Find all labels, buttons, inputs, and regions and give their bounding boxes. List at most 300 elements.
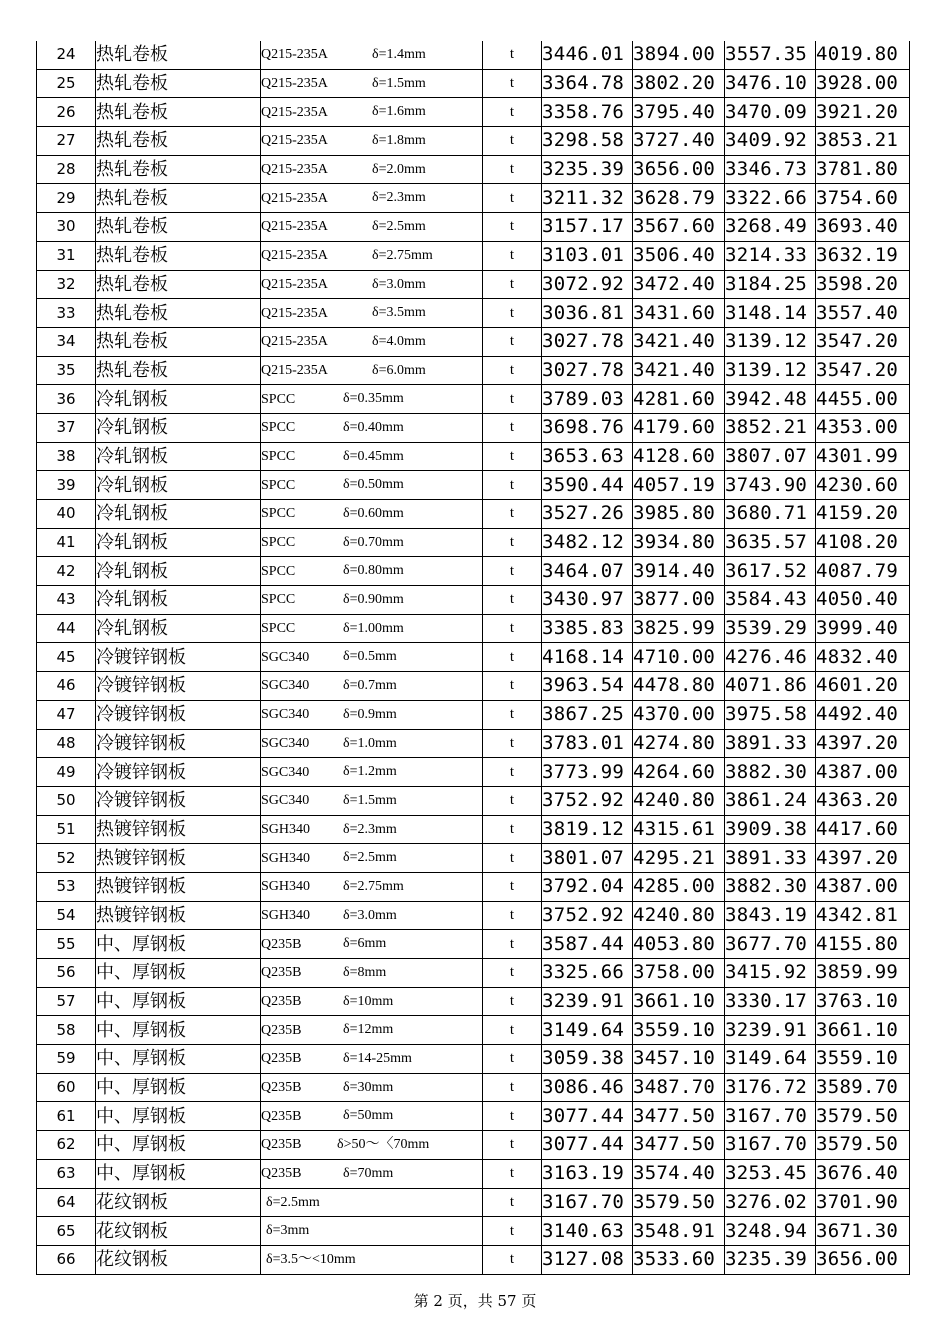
table-body xyxy=(37,41,910,1274)
thickness: δ=2.5mm xyxy=(266,1194,320,1210)
steel-grade: SPCC xyxy=(261,391,296,407)
price-3: 3584.43 xyxy=(725,586,816,615)
unit: t xyxy=(483,184,542,213)
spec-cell xyxy=(261,471,483,500)
spec-cell xyxy=(261,500,483,529)
price-1: 3298.58 xyxy=(542,127,633,156)
price-3: 3539.29 xyxy=(725,614,816,643)
price-3: 3807.07 xyxy=(725,442,816,471)
price-4: 3701.90 xyxy=(816,1188,910,1217)
product-name: 冷轧钢板 xyxy=(96,442,261,471)
price-1: 3527.26 xyxy=(542,500,633,529)
row-number: 46 xyxy=(37,672,96,701)
price-1: 3239.91 xyxy=(542,987,633,1016)
price-2: 3477.50 xyxy=(633,1102,725,1131)
row-number: 55 xyxy=(37,930,96,959)
price-4: 4155.80 xyxy=(816,930,910,959)
spec-cell xyxy=(261,614,483,643)
price-2: 3758.00 xyxy=(633,959,725,988)
table-row xyxy=(37,442,910,471)
thickness: δ=0.70mm xyxy=(343,534,404,550)
price-4: 3598.20 xyxy=(816,270,910,299)
price-4: 3928.00 xyxy=(816,69,910,98)
spec-cell xyxy=(261,299,483,328)
thickness: δ=0.50mm xyxy=(343,477,404,493)
price-2: 3487.70 xyxy=(633,1073,725,1102)
price-1: 4168.14 xyxy=(542,643,633,672)
price-1: 3752.92 xyxy=(542,786,633,815)
unit: t xyxy=(483,815,542,844)
table-row xyxy=(37,1045,910,1074)
thickness: δ=2.75mm xyxy=(372,247,433,263)
price-2: 3567.60 xyxy=(633,213,725,242)
price-3: 3176.72 xyxy=(725,1073,816,1102)
table-row xyxy=(37,69,910,98)
thickness: δ=2.5mm xyxy=(343,850,397,866)
price-3: 3677.70 xyxy=(725,930,816,959)
product-name: 中、厚钢板 xyxy=(96,1073,261,1102)
product-name: 冷轧钢板 xyxy=(96,471,261,500)
price-3: 3235.39 xyxy=(725,1245,816,1274)
product-name: 中、厚钢板 xyxy=(96,1016,261,1045)
thickness: δ=70mm xyxy=(343,1165,394,1181)
price-3: 3139.12 xyxy=(725,356,816,385)
steel-grade: Q215-235A xyxy=(261,362,328,378)
table-row xyxy=(37,643,910,672)
price-4: 3589.70 xyxy=(816,1073,910,1102)
unit: t xyxy=(483,69,542,98)
unit: t xyxy=(483,98,542,127)
row-number: 49 xyxy=(37,758,96,787)
unit: t xyxy=(483,127,542,156)
thickness: δ=6mm xyxy=(343,936,387,952)
table-row xyxy=(37,500,910,529)
thickness: δ=0.35mm xyxy=(343,391,404,407)
price-4: 4230.60 xyxy=(816,471,910,500)
price-2: 4053.80 xyxy=(633,930,725,959)
unit: t xyxy=(483,557,542,586)
price-1: 3653.63 xyxy=(542,442,633,471)
spec-cell xyxy=(261,241,483,270)
price-2: 3421.40 xyxy=(633,356,725,385)
spec-cell xyxy=(261,127,483,156)
spec-cell xyxy=(261,1016,483,1045)
price-3: 3942.48 xyxy=(725,385,816,414)
product-name: 热轧卷板 xyxy=(96,127,261,156)
price-3: 3276.02 xyxy=(725,1188,816,1217)
table-row xyxy=(37,241,910,270)
price-1: 3385.83 xyxy=(542,614,633,643)
row-number: 26 xyxy=(37,98,96,127)
price-1: 3364.78 xyxy=(542,69,633,98)
product-name: 热轧卷板 xyxy=(96,184,261,213)
table-row xyxy=(37,872,910,901)
spec-cell xyxy=(261,1045,483,1074)
price-3: 3680.71 xyxy=(725,500,816,529)
row-number: 57 xyxy=(37,987,96,1016)
thickness: δ=2.5mm xyxy=(372,219,426,235)
product-name: 冷镀锌钢板 xyxy=(96,786,261,815)
price-4: 4601.20 xyxy=(816,672,910,701)
price-2: 3877.00 xyxy=(633,586,725,615)
steel-grade: Q235B xyxy=(261,1080,302,1096)
thickness: δ=2.3mm xyxy=(343,821,397,837)
steel-grade: Q215-235A xyxy=(261,133,328,149)
row-number: 28 xyxy=(37,155,96,184)
price-2: 4240.80 xyxy=(633,901,725,930)
table-row xyxy=(37,758,910,787)
price-4: 3754.60 xyxy=(816,184,910,213)
price-1: 3789.03 xyxy=(542,385,633,414)
table-row xyxy=(37,327,910,356)
row-number: 44 xyxy=(37,614,96,643)
table-row xyxy=(37,1217,910,1246)
steel-grade: SPCC xyxy=(261,420,296,436)
spec-cell xyxy=(261,815,483,844)
steel-grade: Q235B xyxy=(261,994,302,1010)
price-2: 3421.40 xyxy=(633,327,725,356)
row-number: 37 xyxy=(37,413,96,442)
thickness: δ=0.80mm xyxy=(343,563,404,579)
price-1: 3127.08 xyxy=(542,1245,633,1274)
price-1: 3358.76 xyxy=(542,98,633,127)
product-name: 冷镀锌钢板 xyxy=(96,672,261,701)
price-4: 4455.00 xyxy=(816,385,910,414)
thickness: δ=2.3mm xyxy=(372,190,426,206)
row-number: 29 xyxy=(37,184,96,213)
price-4: 3632.19 xyxy=(816,241,910,270)
price-4: 4832.40 xyxy=(816,643,910,672)
unit: t xyxy=(483,155,542,184)
table-row xyxy=(37,815,910,844)
row-number: 52 xyxy=(37,844,96,873)
thickness: δ=0.5mm xyxy=(343,649,397,665)
product-name: 冷轧钢板 xyxy=(96,557,261,586)
product-name: 热轧卷板 xyxy=(96,299,261,328)
row-number: 32 xyxy=(37,270,96,299)
unit: t xyxy=(483,672,542,701)
price-2: 3472.40 xyxy=(633,270,725,299)
price-1: 3149.64 xyxy=(542,1016,633,1045)
thickness: δ=0.90mm xyxy=(343,592,404,608)
thickness: δ=10mm xyxy=(343,993,394,1009)
thickness: δ=1.8mm xyxy=(372,133,426,149)
price-4: 3547.20 xyxy=(816,327,910,356)
unit: t xyxy=(483,1073,542,1102)
thickness: δ=3.5mm xyxy=(372,305,426,321)
page-footer: 第 2 页，共 57 页 xyxy=(413,1292,537,1310)
price-2: 3656.00 xyxy=(633,155,725,184)
steel-grade: Q215-235A xyxy=(261,76,328,92)
price-4: 4159.20 xyxy=(816,500,910,529)
price-2: 3548.91 xyxy=(633,1217,725,1246)
steel-grade: SPCC xyxy=(261,477,296,493)
steel-grade: Q215-235A xyxy=(261,104,328,120)
table-row xyxy=(37,1131,910,1160)
price-3: 3253.45 xyxy=(725,1159,816,1188)
price-4: 3763.10 xyxy=(816,987,910,1016)
table-row xyxy=(37,413,910,442)
price-4: 4301.99 xyxy=(816,442,910,471)
spec-cell xyxy=(261,327,483,356)
table-row xyxy=(37,614,910,643)
spec-cell xyxy=(261,758,483,787)
price-4: 4019.80 xyxy=(816,41,910,69)
unit: t xyxy=(483,528,542,557)
price-2: 4274.80 xyxy=(633,729,725,758)
row-number: 47 xyxy=(37,700,96,729)
product-name: 热镀锌钢板 xyxy=(96,872,261,901)
thickness: δ=2.0mm xyxy=(372,161,426,177)
product-name: 热轧卷板 xyxy=(96,69,261,98)
steel-grade: Q235B xyxy=(261,936,302,952)
steel-grade: Q215-235A xyxy=(261,334,328,350)
spec-cell xyxy=(261,213,483,242)
spec-cell xyxy=(261,69,483,98)
price-1: 3698.76 xyxy=(542,413,633,442)
spec-cell xyxy=(261,184,483,213)
thickness: δ=1.0mm xyxy=(343,735,397,751)
row-number: 25 xyxy=(37,69,96,98)
price-2: 3506.40 xyxy=(633,241,725,270)
thickness: δ=6.0mm xyxy=(372,362,426,378)
steel-grade: SGC340 xyxy=(261,707,310,723)
thickness: δ=1.4mm xyxy=(372,47,426,62)
product-name: 冷轧钢板 xyxy=(96,586,261,615)
table-row xyxy=(37,155,910,184)
price-3: 3167.70 xyxy=(725,1131,816,1160)
row-number: 60 xyxy=(37,1073,96,1102)
product-name: 热轧卷板 xyxy=(96,98,261,127)
thickness: δ=1.5mm xyxy=(343,792,397,808)
price-3: 3891.33 xyxy=(725,844,816,873)
price-3: 3239.91 xyxy=(725,1016,816,1045)
thickness: δ=3.5～<10mm xyxy=(266,1251,356,1267)
unit: t xyxy=(483,1102,542,1131)
spec-cell xyxy=(261,442,483,471)
thickness: δ=0.60mm xyxy=(343,506,404,521)
price-table xyxy=(36,41,910,1275)
product-name: 中、厚钢板 xyxy=(96,959,261,988)
steel-grade: Q235B xyxy=(261,1051,302,1067)
price-3: 3891.33 xyxy=(725,729,816,758)
table-row xyxy=(37,557,910,586)
price-4: 3999.40 xyxy=(816,614,910,643)
price-4: 3693.40 xyxy=(816,213,910,242)
table-row xyxy=(37,385,910,414)
unit: t xyxy=(483,327,542,356)
row-number: 53 xyxy=(37,872,96,901)
price-2: 4179.60 xyxy=(633,413,725,442)
steel-grade: SGH340 xyxy=(261,879,311,895)
table-row xyxy=(37,901,910,930)
thickness: δ=12mm xyxy=(343,1022,394,1038)
price-4: 3781.80 xyxy=(816,155,910,184)
price-1: 3027.78 xyxy=(542,327,633,356)
steel-grade: SGC340 xyxy=(261,764,310,780)
spec-cell xyxy=(261,385,483,414)
price-2: 3985.80 xyxy=(633,500,725,529)
table-row xyxy=(37,959,910,988)
spec-cell xyxy=(261,155,483,184)
spec-cell xyxy=(261,586,483,615)
row-number: 58 xyxy=(37,1016,96,1045)
unit: t xyxy=(483,41,542,69)
price-3: 3248.94 xyxy=(725,1217,816,1246)
spec-cell xyxy=(261,98,483,127)
price-1: 3235.39 xyxy=(542,155,633,184)
steel-grade: SPCC xyxy=(261,506,296,522)
price-3: 3909.38 xyxy=(725,815,816,844)
spec-cell xyxy=(261,1217,483,1246)
table-row xyxy=(37,1159,910,1188)
row-number: 51 xyxy=(37,815,96,844)
price-1: 3482.12 xyxy=(542,528,633,557)
row-number: 64 xyxy=(37,1188,96,1217)
steel-grade: SGC340 xyxy=(261,735,310,751)
row-number: 38 xyxy=(37,442,96,471)
product-name: 热轧卷板 xyxy=(96,327,261,356)
table-row xyxy=(37,987,910,1016)
price-4: 3671.30 xyxy=(816,1217,910,1246)
unit: t xyxy=(483,987,542,1016)
price-3: 3557.35 xyxy=(725,41,816,69)
price-2: 3559.10 xyxy=(633,1016,725,1045)
price-3: 3975.58 xyxy=(725,700,816,729)
thickness: δ=1.2mm xyxy=(343,764,397,780)
price-2: 4295.21 xyxy=(633,844,725,873)
table-row xyxy=(37,700,910,729)
price-3: 3214.33 xyxy=(725,241,816,270)
product-name: 中、厚钢板 xyxy=(96,1131,261,1160)
row-number: 63 xyxy=(37,1159,96,1188)
steel-grade: Q215-235A xyxy=(261,219,328,235)
price-3: 3635.57 xyxy=(725,528,816,557)
thickness: δ=0.9mm xyxy=(343,706,397,722)
product-name: 热镀锌钢板 xyxy=(96,901,261,930)
price-3: 3743.90 xyxy=(725,471,816,500)
unit: t xyxy=(483,356,542,385)
product-name: 中、厚钢板 xyxy=(96,1045,261,1074)
row-number: 45 xyxy=(37,643,96,672)
price-4: 4353.00 xyxy=(816,413,910,442)
spec-cell xyxy=(261,1159,483,1188)
price-4: 4050.40 xyxy=(816,586,910,615)
table-row xyxy=(37,213,910,242)
spec-cell xyxy=(261,356,483,385)
product-name: 冷镀锌钢板 xyxy=(96,758,261,787)
price-1: 3963.54 xyxy=(542,672,633,701)
price-3: 3268.49 xyxy=(725,213,816,242)
table-row xyxy=(37,356,910,385)
price-2: 3825.99 xyxy=(633,614,725,643)
steel-grade: SGH340 xyxy=(261,850,311,866)
thickness: δ=14-25mm xyxy=(343,1051,412,1067)
thickness: δ=3.0mm xyxy=(343,907,397,923)
price-1: 3163.19 xyxy=(542,1159,633,1188)
product-name: 冷轧钢板 xyxy=(96,385,261,414)
thickness: δ=0.45mm xyxy=(343,448,404,464)
price-4: 4492.40 xyxy=(816,700,910,729)
price-4: 3921.20 xyxy=(816,98,910,127)
row-number: 35 xyxy=(37,356,96,385)
price-1: 3325.66 xyxy=(542,959,633,988)
spec-cell xyxy=(261,1245,483,1274)
price-1: 3867.25 xyxy=(542,700,633,729)
thickness: δ=2.75mm xyxy=(343,878,404,894)
row-number: 30 xyxy=(37,213,96,242)
price-1: 3086.46 xyxy=(542,1073,633,1102)
price-1: 3430.97 xyxy=(542,586,633,615)
steel-grade: Q235B xyxy=(261,1137,302,1153)
table-row xyxy=(37,528,910,557)
thickness: δ=1.5mm xyxy=(372,75,426,91)
row-number: 42 xyxy=(37,557,96,586)
table-row xyxy=(37,127,910,156)
price-3: 3882.30 xyxy=(725,758,816,787)
price-2: 4281.60 xyxy=(633,385,725,414)
unit: t xyxy=(483,241,542,270)
table-row xyxy=(37,844,910,873)
price-3: 3330.17 xyxy=(725,987,816,1016)
price-4: 4108.20 xyxy=(816,528,910,557)
product-name: 花纹钢板 xyxy=(96,1217,261,1246)
price-3: 3167.70 xyxy=(725,1102,816,1131)
price-4: 3859.99 xyxy=(816,959,910,988)
unit: t xyxy=(483,901,542,930)
price-4: 4397.20 xyxy=(816,844,910,873)
spec-cell xyxy=(261,672,483,701)
price-3: 3346.73 xyxy=(725,155,816,184)
steel-grade: Q215-235A xyxy=(261,190,328,206)
row-number: 36 xyxy=(37,385,96,414)
steel-grade: SPCC xyxy=(261,563,296,579)
steel-grade: SPCC xyxy=(261,621,296,637)
price-1: 3167.70 xyxy=(542,1188,633,1217)
thickness: δ=0.40mm xyxy=(343,419,404,435)
product-name: 热镀锌钢板 xyxy=(96,844,261,873)
price-4: 3661.10 xyxy=(816,1016,910,1045)
unit: t xyxy=(483,385,542,414)
unit: t xyxy=(483,413,542,442)
table-row xyxy=(37,184,910,213)
product-name: 冷镀锌钢板 xyxy=(96,643,261,672)
unit: t xyxy=(483,700,542,729)
price-2: 3894.00 xyxy=(633,41,725,69)
price-1: 3027.78 xyxy=(542,356,633,385)
thickness: δ=30mm xyxy=(343,1079,394,1095)
price-3: 3470.09 xyxy=(725,98,816,127)
spec-cell xyxy=(261,643,483,672)
price-1: 3140.63 xyxy=(542,1217,633,1246)
price-1: 3059.38 xyxy=(542,1045,633,1074)
price-4: 4417.60 xyxy=(816,815,910,844)
price-3: 3139.12 xyxy=(725,327,816,356)
row-number: 27 xyxy=(37,127,96,156)
price-2: 4478.80 xyxy=(633,672,725,701)
unit: t xyxy=(483,959,542,988)
spec-cell xyxy=(261,987,483,1016)
spec-cell xyxy=(261,41,483,69)
row-number: 33 xyxy=(37,299,96,328)
row-number: 66 xyxy=(37,1245,96,1274)
unit: t xyxy=(483,213,542,242)
unit: t xyxy=(483,729,542,758)
thickness: δ=8mm xyxy=(343,965,387,980)
price-1: 3783.01 xyxy=(542,729,633,758)
spec-cell xyxy=(261,270,483,299)
price-2: 4057.19 xyxy=(633,471,725,500)
